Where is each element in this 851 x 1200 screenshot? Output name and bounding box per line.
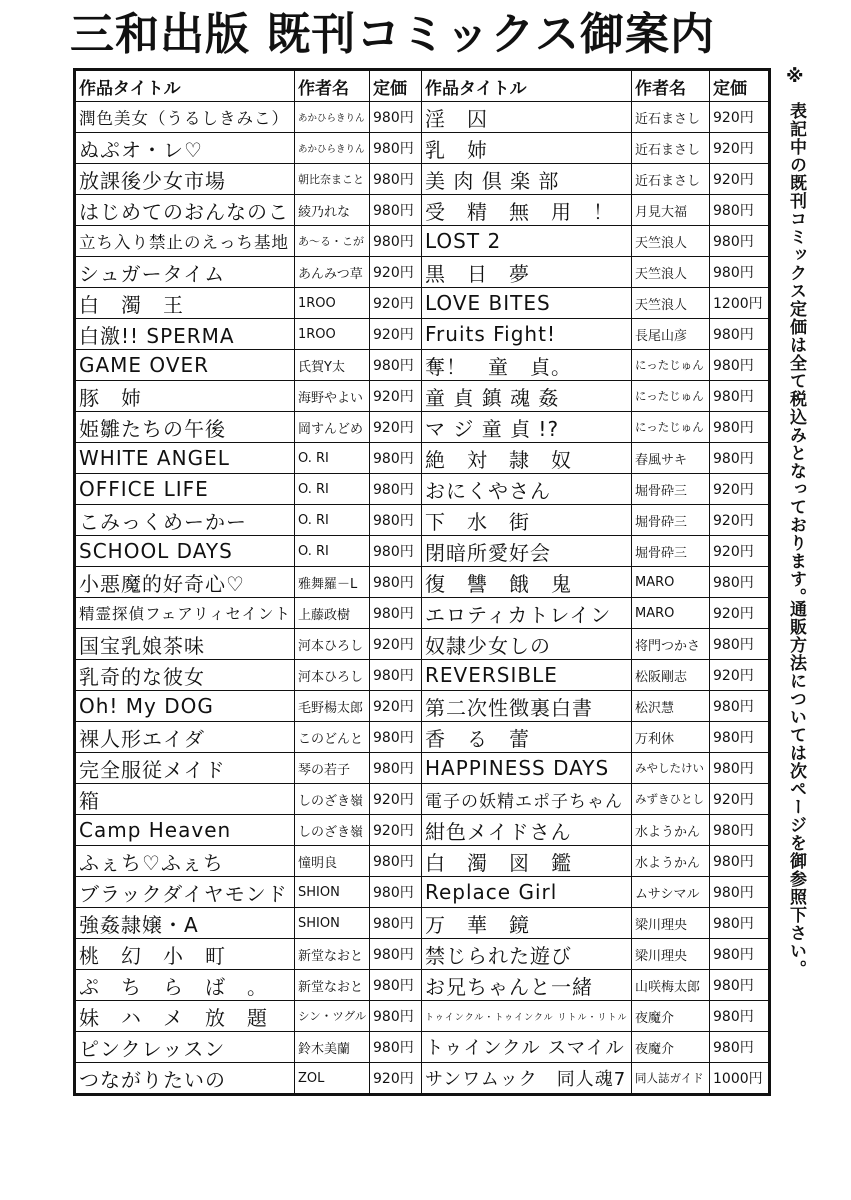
table-row <box>75 1001 770 1032</box>
table-row <box>75 474 770 505</box>
table-row <box>75 722 770 753</box>
comic-price: 980円 <box>370 877 422 908</box>
comic-title: LOVE BITES <box>422 288 632 319</box>
comic-price: 980円 <box>370 970 422 1001</box>
comic-price: 980円 <box>710 350 770 381</box>
comic-author: ZOL <box>295 1063 370 1095</box>
comic-author: 堀骨砕三 <box>632 536 710 567</box>
comic-author: シン・ツグル <box>295 1001 370 1032</box>
comic-price: 920円 <box>710 474 770 505</box>
comic-title: 白 濁 王 <box>75 288 295 319</box>
comic-title: こみっくめーかー <box>75 505 295 536</box>
table-row <box>75 660 770 691</box>
comic-title: 第二次性徴裏白書 <box>422 691 632 722</box>
comic-author: 万利休 <box>632 722 710 753</box>
comic-author: にったじゅん <box>632 350 710 381</box>
table-row <box>75 412 770 443</box>
comic-author: 鈴木美蘭 <box>295 1032 370 1063</box>
comic-price: 920円 <box>710 660 770 691</box>
page-title: 三和出版 既刊コミックス御案内 <box>70 9 715 60</box>
comic-author: 河本ひろし <box>295 629 370 660</box>
comic-title: 潤色美女（うるしきみこ） <box>75 102 295 133</box>
table-row <box>75 350 770 381</box>
comic-title: 妹 ハ メ 放 題 <box>75 1001 295 1032</box>
comic-author: O. RI <box>295 505 370 536</box>
comic-title: Fruits Fight! <box>422 319 632 350</box>
comic-author: 雅舞羅－L <box>295 567 370 598</box>
table-row <box>75 226 770 257</box>
table-row <box>75 567 770 598</box>
comic-price: 920円 <box>710 505 770 536</box>
comic-author: にったじゅん <box>632 381 710 412</box>
comic-title: ふぇち♡ふぇち <box>75 846 295 877</box>
comic-price: 980円 <box>370 350 422 381</box>
comic-price: 980円 <box>370 164 422 195</box>
comic-author: みやしたけい <box>632 753 710 784</box>
comic-price: 980円 <box>370 939 422 970</box>
table-row <box>75 1032 770 1063</box>
comic-author: 水ようかん <box>632 815 710 846</box>
table-row <box>75 939 770 970</box>
table-row <box>75 877 770 908</box>
comic-title: 立ち入り禁止のえっち基地 <box>75 226 295 257</box>
comic-author: O. RI <box>295 536 370 567</box>
comic-price: 980円 <box>370 660 422 691</box>
comic-author: 長尾山彦 <box>632 319 710 350</box>
comic-author: 天竺浪人 <box>632 257 710 288</box>
comic-title: 受 精 無 用 ！ <box>422 195 632 226</box>
table-row <box>75 691 770 722</box>
comic-title: Camp Heaven <box>75 815 295 846</box>
comic-title: 箱 <box>75 784 295 815</box>
comic-price: 980円 <box>370 908 422 939</box>
comic-author: 堀骨砕三 <box>632 505 710 536</box>
comic-author: 新堂なおと <box>295 970 370 1001</box>
table-row <box>75 133 770 164</box>
comic-price: 980円 <box>710 1001 770 1032</box>
header-price-right: 定価 <box>710 70 770 102</box>
comic-price: 920円 <box>370 257 422 288</box>
comic-title: ぬぷオ・レ♡ <box>75 133 295 164</box>
header-author-left: 作者名 <box>295 70 370 102</box>
table-row <box>75 1063 770 1095</box>
comic-title: 姫雛たちの午後 <box>75 412 295 443</box>
comic-price: 980円 <box>710 970 770 1001</box>
table-row <box>75 753 770 784</box>
comic-price: 980円 <box>370 1032 422 1063</box>
comic-price: 980円 <box>710 722 770 753</box>
comic-title: 万 華 鏡 <box>422 908 632 939</box>
comic-author: 近石まさし <box>632 133 710 164</box>
comic-price: 980円 <box>370 1001 422 1032</box>
comic-title: サンワムック 同人魂7 <box>422 1063 632 1095</box>
comic-price: 980円 <box>710 846 770 877</box>
table-row <box>75 784 770 815</box>
comic-author: 堀骨砕三 <box>632 474 710 505</box>
comic-title: 白 濁 図 鑑 <box>422 846 632 877</box>
table-row <box>75 381 770 412</box>
header-price-left: 定価 <box>370 70 422 102</box>
table-row <box>75 908 770 939</box>
comic-price: 980円 <box>710 412 770 443</box>
comic-price: 980円 <box>370 226 422 257</box>
comic-price: 980円 <box>710 381 770 412</box>
comic-title: 童 貞 鎮 魂 姦 <box>422 381 632 412</box>
table-row <box>75 846 770 877</box>
comic-title: HAPPINESS DAYS <box>422 753 632 784</box>
comic-title: WHITE ANGEL <box>75 443 295 474</box>
comic-title: エロティカトレイン <box>422 598 632 629</box>
comic-author: 夜魔介 <box>632 1032 710 1063</box>
comic-price: 980円 <box>370 195 422 226</box>
comic-title: Oh! My DOG <box>75 691 295 722</box>
comic-price: 920円 <box>370 815 422 846</box>
note-mark: ※ <box>786 66 804 87</box>
comic-author: 朝比奈まこと <box>295 164 370 195</box>
comic-author: 春風サキ <box>632 443 710 474</box>
comic-author: 新堂なおと <box>295 939 370 970</box>
comic-title: 黒 日 夢 <box>422 257 632 288</box>
comic-title: 裸人形エイダ <box>75 722 295 753</box>
comic-price: 980円 <box>370 846 422 877</box>
header-author-right: 作者名 <box>632 70 710 102</box>
table-row <box>75 257 770 288</box>
comic-title: ブラックダイヤモンド <box>75 877 295 908</box>
comic-price: 920円 <box>370 381 422 412</box>
comic-author: 夜魔介 <box>632 1001 710 1032</box>
comic-title: 復 讐 餓 鬼 <box>422 567 632 598</box>
comic-price: 980円 <box>710 319 770 350</box>
comic-price: 980円 <box>710 567 770 598</box>
table-row <box>75 443 770 474</box>
comic-author: 1ROO <box>295 319 370 350</box>
comic-author: 天竺浪人 <box>632 226 710 257</box>
table-row <box>75 195 770 226</box>
comic-author: 毛野楊太郎 <box>295 691 370 722</box>
comic-author: 天竺浪人 <box>632 288 710 319</box>
comic-price: 920円 <box>710 536 770 567</box>
comic-title: 閉暗所愛好会 <box>422 536 632 567</box>
comic-title: 乳奇的な彼女 <box>75 660 295 691</box>
comic-price: 920円 <box>710 133 770 164</box>
comic-author: 氏賀Y太 <box>295 350 370 381</box>
comic-price: 980円 <box>710 877 770 908</box>
comic-author: このどんと <box>295 722 370 753</box>
comic-author: 梁川理央 <box>632 939 710 970</box>
comic-author: 梁川理央 <box>632 908 710 939</box>
comic-author: みずきひとし <box>632 784 710 815</box>
comic-author: あ～る・こが <box>295 226 370 257</box>
comic-title: 豚 姉 <box>75 381 295 412</box>
comic-price: 980円 <box>370 505 422 536</box>
comic-author: 近石まさし <box>632 102 710 133</box>
comic-author: O. RI <box>295 474 370 505</box>
comic-price: 1200円 <box>710 288 770 319</box>
comic-price: 920円 <box>370 1063 422 1095</box>
comic-price: 980円 <box>710 1032 770 1063</box>
table-row <box>75 505 770 536</box>
comic-title: シュガータイム <box>75 257 295 288</box>
comic-price: 980円 <box>710 908 770 939</box>
comic-author: 同人誌ガイド <box>632 1063 710 1095</box>
table-row <box>75 598 770 629</box>
comic-price: 980円 <box>370 133 422 164</box>
comic-author: ムサシマル <box>632 877 710 908</box>
comic-author: 水ようかん <box>632 846 710 877</box>
comic-title: 下 水 街 <box>422 505 632 536</box>
comic-title: LOST 2 <box>422 226 632 257</box>
comic-price: 980円 <box>710 443 770 474</box>
comic-price: 980円 <box>370 753 422 784</box>
comic-title: 小悪魔的好奇心♡ <box>75 567 295 598</box>
comic-price: 920円 <box>370 629 422 660</box>
comic-author: あんみつ草 <box>295 257 370 288</box>
comic-author: SHION <box>295 877 370 908</box>
comic-price: 920円 <box>370 412 422 443</box>
comic-author: 山咲梅太郎 <box>632 970 710 1001</box>
comic-price: 920円 <box>710 164 770 195</box>
comic-author: あかひらきりん <box>295 102 370 133</box>
comic-title: 奴隷少女しの <box>422 629 632 660</box>
comic-author: しのざき嶺 <box>295 784 370 815</box>
comic-title: お兄ちゃんと一緒 <box>422 970 632 1001</box>
comic-author: 近石まさし <box>632 164 710 195</box>
comic-title: つながりたいの <box>75 1063 295 1095</box>
comic-title: Replace Girl <box>422 877 632 908</box>
comic-author: 松阪剛志 <box>632 660 710 691</box>
mail-order-note: 通販方法については次ページを御参照下さい。 <box>786 600 806 978</box>
comic-title: 桃 幻 小 町 <box>75 939 295 970</box>
comic-price: 980円 <box>710 629 770 660</box>
comic-price: 1000円 <box>710 1063 770 1095</box>
table-row <box>75 164 770 195</box>
comic-price: 980円 <box>370 102 422 133</box>
comic-title: 完全服従メイド <box>75 753 295 784</box>
table-row <box>75 536 770 567</box>
comic-author: 河本ひろし <box>295 660 370 691</box>
comic-price: 980円 <box>710 691 770 722</box>
comic-author: MARO <box>632 567 710 598</box>
comic-author: 海野やよい <box>295 381 370 412</box>
comic-price: 980円 <box>370 598 422 629</box>
comic-title: SCHOOL DAYS <box>75 536 295 567</box>
comic-price: 980円 <box>370 443 422 474</box>
comic-title: OFFICE LIFE <box>75 474 295 505</box>
comic-title: 奪！ 童 貞。 <box>422 350 632 381</box>
comic-author: 将門つかさ <box>632 629 710 660</box>
comic-title: マ ジ 童 貞 !? <box>422 412 632 443</box>
comic-author: しのざき嶺 <box>295 815 370 846</box>
comic-title: 紺色メイドさん <box>422 815 632 846</box>
comic-price: 980円 <box>370 474 422 505</box>
comic-title: 精霊探偵フェアリィセイント <box>75 598 295 629</box>
price-note: 表記中の既刊コミックス定価は全て税込みとなっております。 <box>786 102 806 606</box>
table-row <box>75 102 770 133</box>
comic-title: ピンクレッスン <box>75 1032 295 1063</box>
comic-author: 憧明良 <box>295 846 370 877</box>
comic-author: にったじゅん <box>632 412 710 443</box>
comic-price: 920円 <box>370 691 422 722</box>
comic-price: 920円 <box>710 598 770 629</box>
comic-author: 月見大福 <box>632 195 710 226</box>
comic-price: 980円 <box>710 257 770 288</box>
comic-price: 980円 <box>710 226 770 257</box>
comic-price: 920円 <box>370 288 422 319</box>
comic-title: REVERSIBLE <box>422 660 632 691</box>
comic-title: 禁じられた遊び <box>422 939 632 970</box>
comic-price: 920円 <box>370 784 422 815</box>
comic-price: 980円 <box>710 815 770 846</box>
comic-title: トゥインクル・トゥインクル リトル・リトル <box>422 1001 632 1032</box>
comic-title: 絶 対 隷 奴 <box>422 443 632 474</box>
table-row <box>75 970 770 1001</box>
comic-title: 白激!! SPERMA <box>75 319 295 350</box>
comic-price: 920円 <box>370 319 422 350</box>
comic-author: 松沢慧 <box>632 691 710 722</box>
comic-author: 琴の若子 <box>295 753 370 784</box>
comic-title: はじめてのおんなのこ <box>75 195 295 226</box>
table-header-row <box>75 70 770 102</box>
comic-price: 980円 <box>710 195 770 226</box>
comic-title: トゥインクル スマイル <box>422 1032 632 1063</box>
comic-price: 980円 <box>370 536 422 567</box>
comic-title: 放課後少女市場 <box>75 164 295 195</box>
comic-title: ぷ ち ら ば 。 <box>75 970 295 1001</box>
comic-title: 国宝乳娘茶味 <box>75 629 295 660</box>
comic-author: 岡すんどめ <box>295 412 370 443</box>
comic-author: SHION <box>295 908 370 939</box>
table-row <box>75 815 770 846</box>
comic-author: O. RI <box>295 443 370 474</box>
comic-price: 980円 <box>370 722 422 753</box>
comic-title: 電子の妖精エポ子ちゃん <box>422 784 632 815</box>
comic-price: 980円 <box>710 753 770 784</box>
comic-author: 上藤政樹 <box>295 598 370 629</box>
comic-title: 美 肉 倶 楽 部 <box>422 164 632 195</box>
comic-title: 淫 囚 <box>422 102 632 133</box>
comic-author: MARO <box>632 598 710 629</box>
comic-title: おにくやさん <box>422 474 632 505</box>
header-title-right: 作品タイトル <box>422 70 632 102</box>
comic-title: 強姦隷嬢・A <box>75 908 295 939</box>
comic-price: 920円 <box>710 102 770 133</box>
comic-title: GAME OVER <box>75 350 295 381</box>
comics-catalog-table <box>73 68 771 1096</box>
table-row <box>75 629 770 660</box>
comic-author: あかひらきりん <box>295 133 370 164</box>
comic-price: 920円 <box>710 784 770 815</box>
header-title-left: 作品タイトル <box>75 70 295 102</box>
comic-price: 980円 <box>370 567 422 598</box>
comic-author: 1ROO <box>295 288 370 319</box>
table-row <box>75 319 770 350</box>
comic-title: 香 る 蕾 <box>422 722 632 753</box>
comic-author: 綾乃れな <box>295 195 370 226</box>
table-row <box>75 288 770 319</box>
comic-title: 乳 姉 <box>422 133 632 164</box>
comic-price: 980円 <box>710 939 770 970</box>
